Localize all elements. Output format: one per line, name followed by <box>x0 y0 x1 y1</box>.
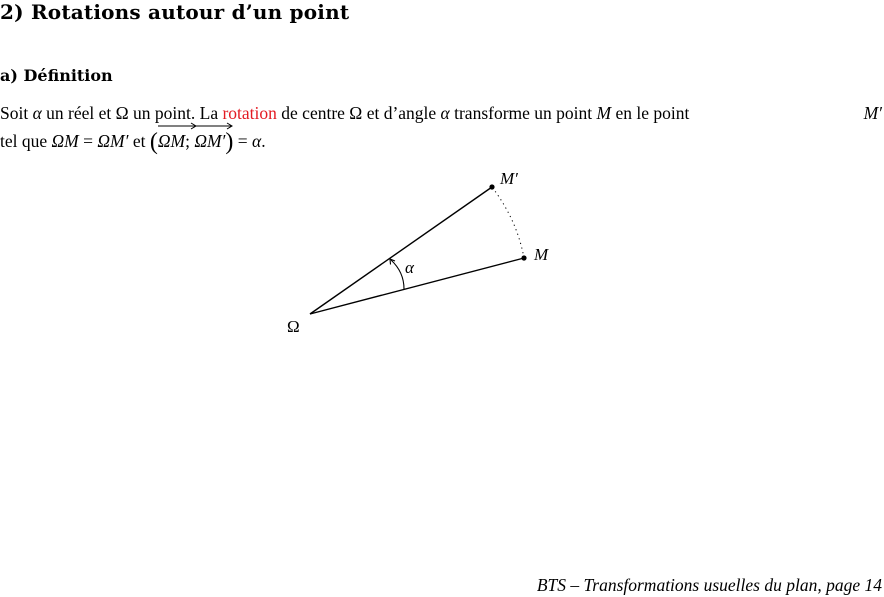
math-alpha: α <box>440 103 450 123</box>
text-fragment: tel que <box>0 131 52 151</box>
label-alpha: α <box>405 258 414 277</box>
text-fragment: un réel et <box>41 103 116 123</box>
section-heading: Rotations autour d’un point <box>30 0 350 24</box>
math-equals: = <box>78 131 98 151</box>
highlighted-term: rotation <box>222 103 277 123</box>
text-fragment: en le point <box>611 103 690 123</box>
section-number: 2) <box>0 0 24 24</box>
point-m-dot <box>521 255 526 260</box>
label-m: M <box>534 245 549 264</box>
math-paren-close: ) <box>225 129 234 155</box>
vector-label: ΩM′ <box>194 131 226 151</box>
text-fragment: et <box>128 131 150 151</box>
rotation-arc-dotted <box>492 187 524 258</box>
angle-arc <box>391 260 404 289</box>
page-footer: BTS – Transformations usuelles du plan, page 14 <box>536 575 882 595</box>
segment-omega-m <box>310 258 524 314</box>
math-separator: ; <box>185 131 195 151</box>
math-omega: Ω <box>349 103 363 123</box>
vector-label: ΩM <box>157 131 186 151</box>
math-distance-right: ΩM′ <box>97 131 129 151</box>
point-mprime-dot <box>489 184 494 189</box>
math-alpha: α <box>252 131 262 151</box>
math-equals: = <box>233 131 252 151</box>
text-fragment: . <box>261 131 266 151</box>
math-alpha: α <box>32 103 42 123</box>
subsection-number: a) <box>0 66 18 85</box>
text-fragment: et d’angle <box>362 103 441 123</box>
math-mprime: M′ <box>863 103 882 123</box>
subsection-heading: Définition <box>23 66 113 85</box>
text-fragment: transforme un point <box>449 103 597 123</box>
text-fragment: de centre <box>276 103 350 123</box>
math-omega: Ω <box>115 103 129 123</box>
label-mprime: M′ <box>500 169 518 188</box>
math-distance-left: ΩM <box>51 131 79 151</box>
math-m: M <box>596 103 612 123</box>
segment-omega-mprime <box>310 187 492 314</box>
text-fragment: un point. La <box>128 103 223 123</box>
math-paren-open: ( <box>149 129 158 155</box>
label-omega: Ω <box>287 317 300 336</box>
text-fragment: Soit <box>0 103 33 123</box>
